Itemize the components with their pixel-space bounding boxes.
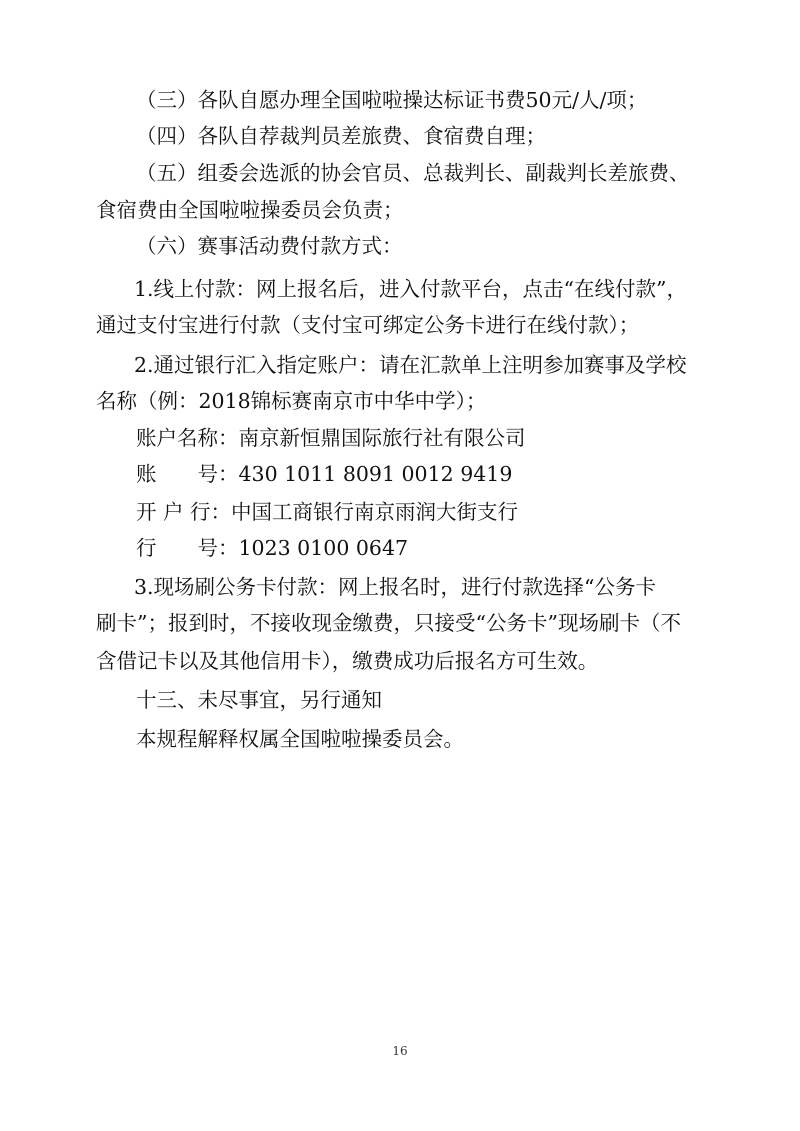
bank-branch: 开 户 行：中国工商银行南京雨润大街支行 xyxy=(136,500,519,524)
payment-card-cont-2: 含借记卡以及其他信用卡），缴费成功后报名方可生效。 xyxy=(96,649,599,673)
payment-bank-cont: 名称（例：2018锦标赛南京市中华中学）； xyxy=(96,389,487,413)
fee-item-3: （三）各队自愿办理全国啦啦操达标证书费50元/人/项； xyxy=(136,88,648,112)
bank-code: 行 号：1023 0100 0647 xyxy=(136,536,409,560)
payment-card-cont-1: 刷卡”；报到时，不接收现金缴费，只接受“公务卡”现场刷卡（不 xyxy=(96,611,681,635)
fee-item-4: （四）各队自荐裁判员差旅费、食宿费自理； xyxy=(136,124,546,148)
payment-bank: 2.通过银行汇入指定账户：请在汇款单上注明参加赛事及学校 xyxy=(134,353,687,377)
page-number: 16 xyxy=(392,1044,408,1058)
fee-item-5: （五）组委会选派的协会官员、总裁判长、副裁判长差旅费、 xyxy=(136,161,690,185)
section-13-heading: 十三、未尽事宜，另行通知 xyxy=(136,688,382,712)
interpretation-clause: 本规程解释权属全国啦啦操委员会。 xyxy=(136,727,464,751)
payment-online-cont: 通过支付宝进行付款（支付宝可绑定公务卡进行在线付款）； xyxy=(96,313,640,337)
fee-item-6: （六）赛事活动费付款方式： xyxy=(136,234,403,258)
account-number: 账 号：430 1011 8091 0012 9419 xyxy=(136,462,513,486)
fee-item-5-cont: 食宿费由全国啦啦操委员会负责； xyxy=(96,198,404,222)
account-name: 账户名称：南京新恒鼎国际旅行社有限公司 xyxy=(136,426,526,450)
payment-online: 1.线上付款：网上报名后，进入付款平台，点击“在线付款”， xyxy=(134,277,688,301)
payment-card: 3.现场刷公务卡付款：网上报名时，进行付款选择“公务卡 xyxy=(134,575,657,599)
